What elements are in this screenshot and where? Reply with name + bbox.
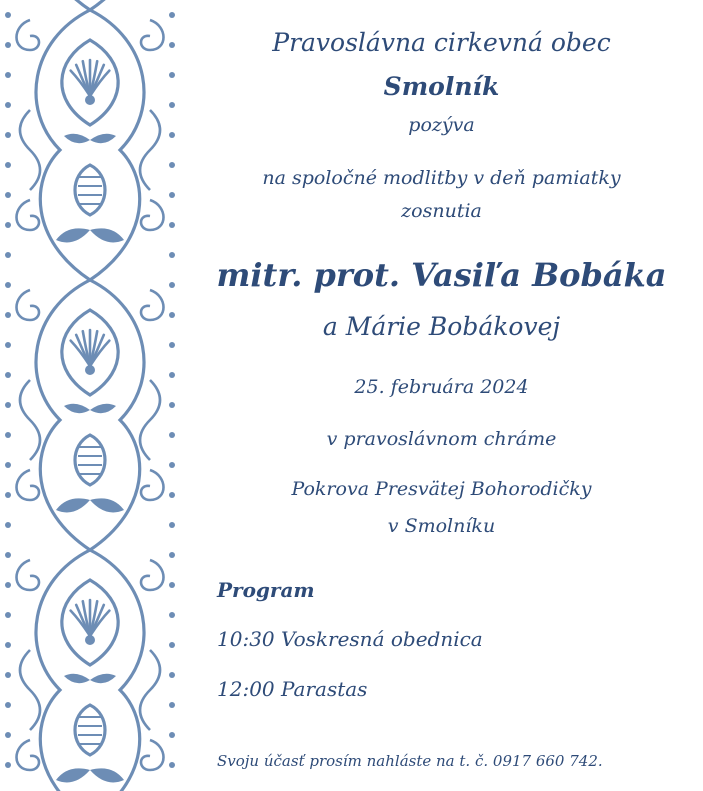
program-item: 10:30 Voskresná obednica: [217, 627, 483, 651]
program-heading: Program: [217, 578, 315, 602]
event-date: 25. februára 2024: [354, 376, 529, 398]
organizer-line-1: Pravoslávna cirkevná obec: [272, 28, 611, 57]
deceased-name-2: a Márie Bobákovej: [322, 312, 561, 341]
program-item: 12:00 Parastas: [217, 677, 368, 701]
location-line-3: v Smolníku: [387, 515, 496, 537]
ornamental-border: [0, 0, 180, 791]
invitation-card: [180, 0, 703, 791]
purpose-line-1: na spoločné modlitby v deň pamiatky: [262, 167, 621, 189]
floral-damask-border-icon: [0, 0, 180, 791]
deceased-name-1: mitr. prot. Vasiľa Bobáka: [216, 256, 667, 294]
invites-text: pozýva: [408, 114, 475, 136]
rsvp-note: Svoju účasť prosím nahláste na t. č. 0917 660 742.: [217, 752, 603, 770]
location-line-2: Pokrova Presvätej Bohorodičky: [291, 478, 592, 500]
location-line-1: v pravoslávnom chráme: [326, 428, 557, 450]
organizer-line-2: Smolník: [383, 72, 500, 101]
purpose-line-2: zosnutia: [401, 200, 482, 222]
